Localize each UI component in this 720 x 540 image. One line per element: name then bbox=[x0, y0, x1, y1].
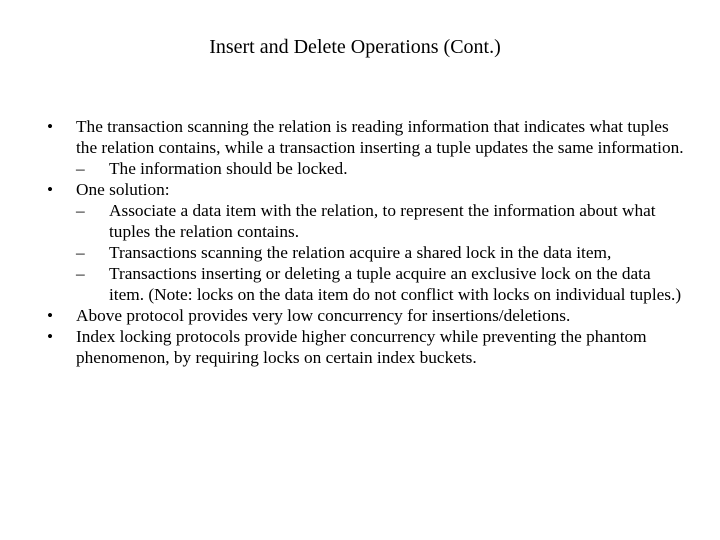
bullet-item bbox=[47, 305, 687, 326]
sub-bullet-item bbox=[47, 263, 687, 305]
bullet-marker: • bbox=[47, 117, 54, 136]
bullet-marker: • bbox=[47, 327, 54, 346]
sub-bullet-marker: – bbox=[76, 201, 85, 220]
bullet-text: Above protocol provides very low concurrency for insertions/deletions. bbox=[76, 306, 571, 325]
sub-bullet-text: The information should be locked. bbox=[109, 159, 348, 178]
sub-bullet-marker: – bbox=[76, 243, 85, 262]
sub-bullet-text: Associate a data item with the relation, to represent the information about what tuples the relation contains. bbox=[109, 201, 656, 241]
bullet-marker: • bbox=[47, 306, 54, 325]
bullet-item bbox=[47, 179, 687, 200]
bullet-item bbox=[47, 116, 687, 158]
bullet-text: The transaction scanning the relation is reading information that indicates what tuples the relation contains, while a transaction inserting a tuple updates the same information. bbox=[76, 117, 684, 157]
sub-bullet-text: Transactions inserting or deleting a tuple acquire an exclusive lock on the data item. (Note: locks on the data item do not conflict with locks on individual tuples.) bbox=[109, 264, 682, 304]
bullet-text: Index locking protocols provide higher concurrency while preventing the phantom phenomenon, by requiring locks on certain index buckets. bbox=[76, 327, 647, 367]
bullet-text: One solution: bbox=[76, 180, 170, 199]
bullet-marker: • bbox=[47, 180, 54, 199]
sub-bullet-item bbox=[47, 158, 687, 179]
slide-content bbox=[47, 116, 687, 368]
slide-title: Insert and Delete Operations (Cont.) bbox=[209, 36, 501, 58]
sub-bullet-item bbox=[47, 242, 687, 263]
sub-bullet-text: Transactions scanning the relation acquire a shared lock in the data item, bbox=[109, 243, 612, 262]
sub-bullet-marker: – bbox=[76, 159, 85, 178]
bullet-item bbox=[47, 326, 687, 368]
sub-bullet-marker: – bbox=[76, 264, 85, 283]
sub-bullet-item bbox=[47, 200, 687, 242]
